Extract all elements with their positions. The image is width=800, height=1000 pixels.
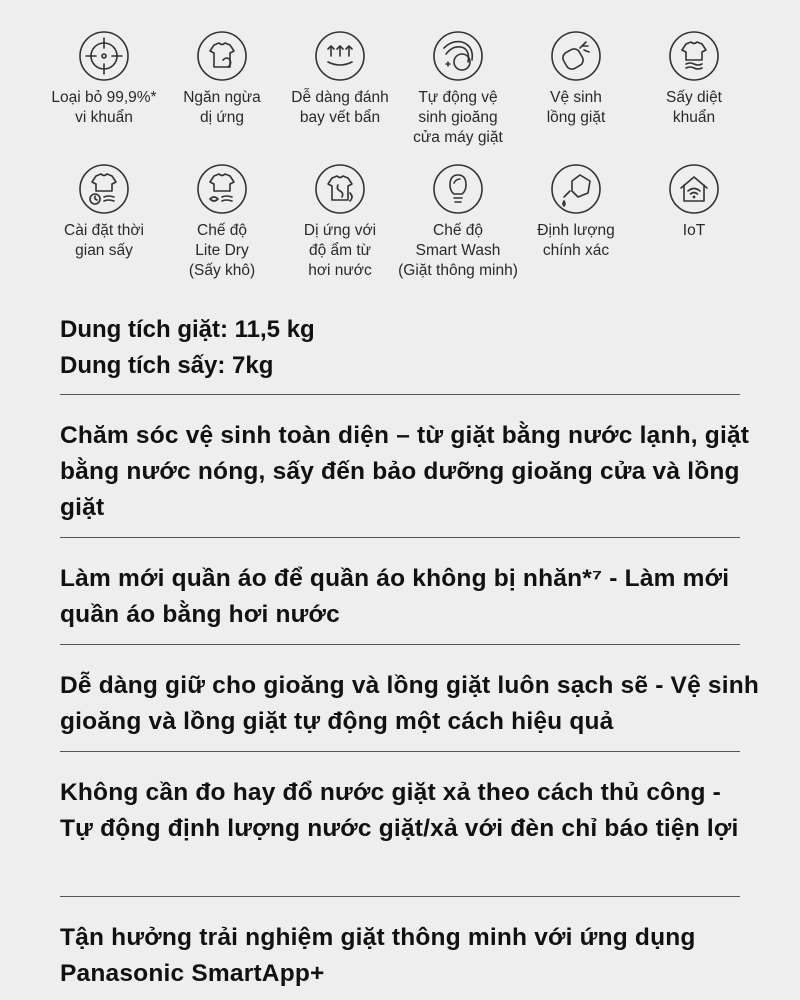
divider: [60, 896, 740, 897]
drum-clean-icon: [550, 30, 602, 82]
feature-dry-sanitize: [626, 30, 762, 128]
section-text: Không cần đo hay đổ nước giặt xả theo cách thủ công - Tự động định lượng nước giặt/xả với đèn chỉ báo tiện lợi: [60, 779, 739, 842]
target-icon: [78, 30, 130, 82]
lite-dry-icon: [196, 163, 248, 215]
section-text: Làm mới quần áo để quần áo không bị nhăn*⁷ - Làm mới quần áo bằng hơi nước: [60, 565, 730, 628]
wifi-home-icon: [668, 163, 720, 215]
section-text: Chăm sóc vệ sinh toàn diện – từ giặt bằng nước lạnh, giặt bằng nước nóng, sấy đến bảo dưỡng gioăng cửa và lồng giặt: [60, 422, 750, 521]
feature-lite-dry: [154, 163, 290, 281]
feature-iot: [626, 163, 762, 241]
steam-shirt-icon: [314, 163, 366, 215]
feature-label: Dễ dàng đánh bay vết bẩn: [291, 89, 389, 126]
feature-label: Sấy diệt khuẩn: [665, 89, 722, 126]
feature-drum-clean: [508, 30, 644, 128]
wash-capacity: Dung tích giặt: 11,5 kg: [60, 316, 315, 343]
feature-smart-wash: [390, 163, 526, 281]
divider: [60, 537, 740, 538]
feature-label: Loại bỏ 99,9%* vi khuẩn: [51, 89, 157, 126]
divider: [60, 644, 740, 645]
divider: [60, 751, 740, 752]
feature-icon-grid: [0, 0, 800, 300]
feature-label: Vệ sinh lồng giặt: [546, 89, 606, 126]
feature-steam-allergy: [272, 163, 408, 281]
feature-easy-stain: [272, 30, 408, 128]
section-text: Tận hưởng trải nghiệm giặt thông minh với ứng dụng Panasonic SmartApp+: [60, 924, 696, 987]
feature-auto-dose: [508, 163, 644, 261]
shirt-hand-icon: [196, 30, 248, 82]
feature-auto-gasket: [390, 30, 526, 148]
door-gasket-icon: [432, 30, 484, 82]
section-text: Dễ dàng giữ cho gioăng và lồng giặt luôn sạch sẽ - Vệ sinh gioăng và lồng giặt tự động một cách hiệu quả: [60, 672, 760, 735]
feature-label: Tự động vệ sinh gioăng cửa máy giặt: [413, 89, 503, 146]
feature-label: Chế độ Smart Wash (Giặt thông minh): [398, 222, 518, 279]
detergent-icon: [550, 163, 602, 215]
feature-label: Dị ứng với độ ẩm từ hơi nước: [303, 222, 377, 279]
feature-label: Chế độ Lite Dry (Sấy khô): [188, 222, 256, 279]
shirt-steam-icon: [668, 30, 720, 82]
timer-dry-icon: [78, 163, 130, 215]
feature-remove-bacteria: [36, 30, 172, 128]
bulb-icon: [432, 163, 484, 215]
feature-label: IoT: [682, 222, 706, 239]
feature-label: Ngăn ngừa dị ứng: [183, 89, 261, 126]
arrows-up-icon: [314, 30, 366, 82]
divider: [60, 394, 740, 395]
feature-dry-timer: [36, 163, 172, 261]
dry-capacity: Dung tích sấy: 7kg: [60, 352, 274, 379]
feature-prevent-allergy: [154, 30, 290, 128]
capacity-info: [60, 312, 315, 384]
feature-label: Cài đặt thời gian sấy: [64, 222, 144, 259]
feature-label: Định lượng chính xác: [537, 222, 615, 259]
